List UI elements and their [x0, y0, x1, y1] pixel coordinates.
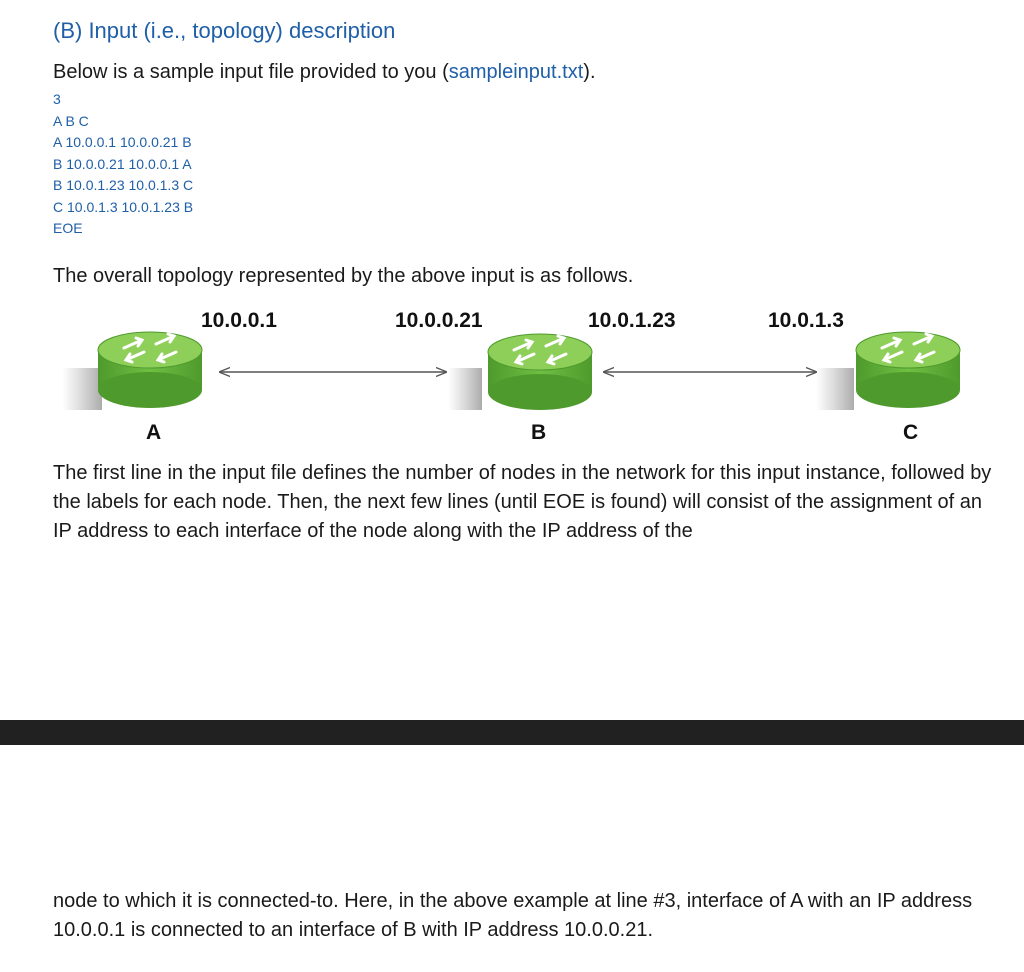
router-a-icon: [98, 332, 202, 408]
code-line: C 10.0.1.3 10.0.1.23 B: [53, 198, 194, 215]
router-c-shadow: [816, 368, 854, 410]
node-label-b: B: [531, 421, 547, 444]
intro-prefix: Below is a sample input file provided to you (: [53, 61, 449, 83]
router-b-icon: [488, 334, 592, 410]
overall-text: The overall topology represented by the above input is as follows.: [53, 265, 634, 287]
router-c-icon: [856, 332, 960, 408]
sample-input-code: [53, 89, 193, 240]
code-line: B 10.0.0.21 10.0.0.1 A: [53, 155, 192, 172]
section-heading: (B) Input (i.e., topology) description: [53, 18, 396, 43]
intro-suffix: ).: [583, 61, 596, 83]
node-label-a: A: [146, 421, 162, 444]
ip-label-a: 10.0.0.1: [201, 309, 277, 332]
intro-text: [53, 61, 596, 84]
router-b-shadow: [448, 368, 482, 410]
code-line: 3: [53, 91, 61, 107]
description-paragraph-1: The first line in the input file defines the number of nodes in the network for this input instance, followed by the labels for each node. Then, the next few lines (until EOE is found) will consist of the assignment of an IP address to each interface of the node along with the IP address of the: [53, 462, 992, 542]
topology-diagram: [0, 300, 1024, 420]
sample-input-link[interactable]: sampleinput.txt: [448, 61, 584, 83]
code-line: A B C: [53, 112, 89, 129]
code-line: A 10.0.0.1 10.0.0.21 B: [53, 134, 192, 150]
code-line: EOE: [53, 220, 83, 236]
ip-label-b-right: 10.0.1.23: [588, 309, 676, 332]
code-line: B 10.0.1.23 10.0.1.3 C: [53, 177, 194, 193]
ip-label-c: 10.0.1.3: [768, 309, 844, 332]
description-paragraph-2: node to which it is connected-to. Here, in the above example at line #3, interface of A with an IP address 10.0.0.1 is connected to an interface of B with IP address 10.0.0.21.: [53, 890, 973, 941]
node-label-c: C: [903, 421, 919, 444]
page-break-band: [0, 720, 1024, 745]
router-a-shadow: [62, 368, 102, 410]
ip-label-b-left: 10.0.0.21: [395, 309, 483, 332]
